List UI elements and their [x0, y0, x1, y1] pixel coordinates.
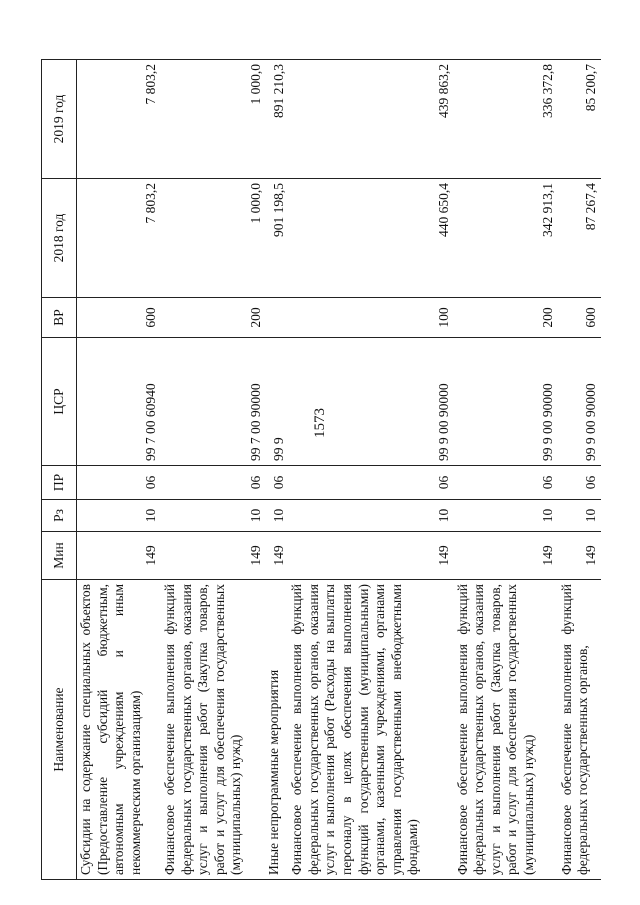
row-csr: 99 9 00 90000 [558, 338, 601, 466]
page-number: 1573 [312, 408, 328, 438]
row-name: Финансовое обеспечение выполнения функций федеральных государственных органов, оказания услуг и выполнения работ (Закупка товаров, работ и услуг для обеспечения государственных (муниципальных) нужд) [161, 580, 265, 880]
row-min: 149 [161, 532, 265, 580]
row-vr [265, 298, 288, 338]
row-csr: 99 7 00 60940 [77, 338, 162, 466]
row-rz: 10 [288, 500, 453, 532]
row-2019: 439 863,2 [288, 60, 453, 179]
header-name: Наименование [42, 580, 77, 880]
row-2019: 336 372,8 [454, 60, 558, 179]
row-rz: 10 [265, 500, 288, 532]
row-vr: 200 [161, 298, 265, 338]
row-csr: 99 9 [265, 338, 288, 466]
row-2018: 901 198,5 [265, 179, 288, 298]
row-vr: 600 [77, 298, 162, 338]
row-rz: 10 [77, 500, 162, 532]
table-row [454, 60, 558, 880]
budget-table [41, 59, 601, 880]
row-name: Финансовое обеспечение выполнения функций федеральных государственных органов, оказания услуг и выполнения работ (Расходы на выплаты персоналу в целях обеспечения выполнения функций государственными (муниципальными) органами, казенными учреждениями, органами управления государственными внебюджетными фондами) [288, 580, 453, 880]
row-rz: 10 [558, 500, 601, 532]
row-vr: 200 [454, 298, 558, 338]
header-min: Мин [42, 532, 77, 580]
row-pr: 06 [265, 466, 288, 500]
header-rz: Рз [42, 500, 77, 532]
table-row [265, 60, 288, 880]
row-min: 149 [288, 532, 453, 580]
row-min: 149 [454, 532, 558, 580]
table-row [161, 60, 265, 880]
rotated-table-container [41, 60, 601, 880]
row-vr: 100 [288, 298, 453, 338]
row-rz: 10 [454, 500, 558, 532]
row-2018: 440 650,4 [288, 179, 453, 298]
row-name: Субсидии на содержание специальных объектов (Предоставление субсидий бюджетным, автономным учреждениям и иным некоммерческим организациям) [77, 580, 162, 880]
row-name: Иные непрограммные мероприятия [265, 580, 288, 880]
table-row [288, 60, 453, 880]
header-vr: ВР [42, 298, 77, 338]
table-row [558, 60, 601, 880]
row-2018: 7 803,2 [77, 179, 162, 298]
row-2019: 891 210,3 [265, 60, 288, 179]
header-2018: 2018 год [42, 179, 77, 298]
row-2019: 1 000,0 [161, 60, 265, 179]
row-pr: 06 [161, 466, 265, 500]
row-2018: 342 913,1 [454, 179, 558, 298]
row-min: 149 [77, 532, 162, 580]
row-2019: 85 200,7 [558, 60, 601, 179]
row-name: Финансовое обеспечение выполнения функций федеральных государственных органов, [558, 580, 601, 880]
row-pr: 06 [288, 466, 453, 500]
row-pr: 06 [77, 466, 162, 500]
row-2018: 1 000,0 [161, 179, 265, 298]
row-pr: 06 [558, 466, 601, 500]
row-csr: 99 9 00 90000 [288, 338, 453, 466]
row-2019: 7 803,2 [77, 60, 162, 179]
row-csr: 99 9 00 90000 [454, 338, 558, 466]
row-min: 149 [558, 532, 601, 580]
row-rz: 10 [161, 500, 265, 532]
table-row [77, 60, 162, 880]
row-min: 149 [265, 532, 288, 580]
header-pr: ПР [42, 466, 77, 500]
row-csr: 99 7 00 90000 [161, 338, 265, 466]
row-pr: 06 [454, 466, 558, 500]
header-2019: 2019 год [42, 60, 77, 179]
header-csr: ЦСР [42, 338, 77, 466]
row-name: Финансовое обеспечение выполнения функций федеральных государственных органов, оказания услуг и выполнения работ (Закупка товаров, работ и услуг для обеспечения государственных (муниципальных) нужд) [454, 580, 558, 880]
row-vr: 600 [558, 298, 601, 338]
row-2018: 87 267,4 [558, 179, 601, 298]
header-row [42, 60, 77, 880]
